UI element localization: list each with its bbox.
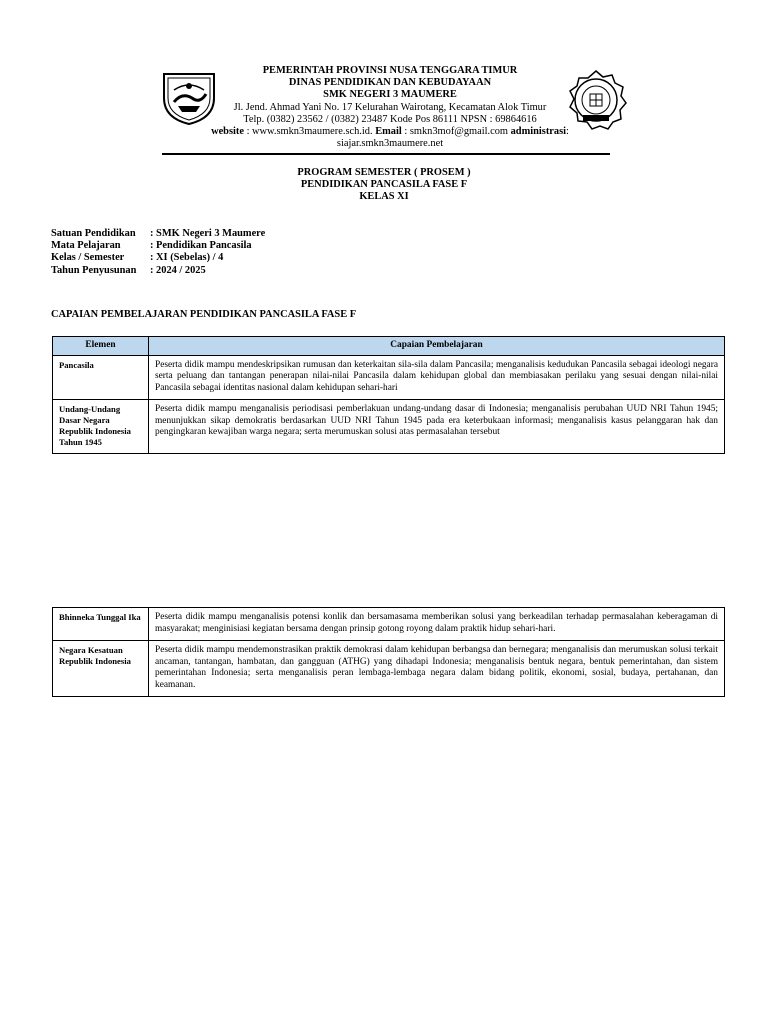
identity-value: : SMK Negeri 3 Maumere bbox=[150, 228, 266, 239]
elemen-cell: Bhinneka Tunggal Ika bbox=[53, 608, 149, 641]
table-row bbox=[53, 641, 725, 697]
identity-value: : 2024 / 2025 bbox=[150, 264, 206, 276]
letterhead-line-2: DINAS PENDIDIKAN DAN KEBUDAYAAN bbox=[288, 77, 492, 89]
document-title bbox=[200, 167, 568, 204]
identity-value: : XI (Sebelas) / 4 bbox=[150, 252, 224, 264]
identity-row bbox=[51, 240, 265, 252]
identity-value: : Pendidikan Pancasila bbox=[150, 240, 252, 252]
identity-row bbox=[51, 228, 265, 240]
identity-row bbox=[51, 252, 265, 264]
email-value: : smkn3mof@gmail.com bbox=[401, 126, 511, 138]
letterhead-divider bbox=[162, 153, 610, 155]
letterhead bbox=[190, 65, 590, 150]
identity-label: Satuan Pendidikan bbox=[51, 228, 136, 239]
identity-label: Mata Pelajaran bbox=[51, 240, 121, 252]
letterhead-line-3: SMK NEGERI 3 MAUMERE bbox=[323, 89, 457, 101]
letterhead-contact bbox=[190, 126, 590, 138]
title-line-1: PROGRAM SEMESTER ( PROSEM ) bbox=[297, 167, 471, 178]
capaian-cell: Peserta didik mampu menganalisis periodisasi pemberlakuan undang-undang dasar di Indonesia; menganalisis perubahan UUD NRI Tahun 1945; menunjukkan sikap demokratis berdasarkan UUD NRI Tahun 1945 pada era keterbukaan informasi; menganalisis kasus pelanggaran hak dan pengingkaran kewajiban warga negara; serta merumuskan solusi atas permasalahan tersebut bbox=[149, 400, 725, 454]
table-row bbox=[53, 608, 725, 641]
email-label: Email bbox=[375, 126, 402, 138]
admin-label: administrasi bbox=[510, 126, 567, 138]
section-title: CAPAIAN PEMBELAJARAN PENDIDIKAN PANCASILA FASE F bbox=[51, 309, 357, 320]
capaian-cell: Peserta didik mampu mendeskripsikan rumusan dan keterkaitan sila-sila dalam Pancasila; menganalisis kedudukan Pancasila sebagai ideologi negara serta peluang dan tantangan penerapan nilai-nilai Pancasila dalam kehidupan global dan membiasakan perilaku yang sesuai dengan nilai-nilai Pancasila sebagai identitas nasional dalam kehidupan sehari-hari bbox=[149, 355, 725, 400]
elemen-cell: Pancasila bbox=[53, 355, 149, 400]
admin-value: siajar.smkn3maumere.net bbox=[336, 138, 444, 150]
identity-row bbox=[51, 265, 265, 277]
capaian-cell: Peserta didik mampu menganalisis potensi konlik dan bersamasama memberikan solusi yang berkeadilan terhadap permasalahan keberagaman di masyarakat; menginisiasi kegiatan bersama dengan prinsip gotong royong dalam praktik hidup sehari-hari. bbox=[149, 608, 725, 641]
learning-outcomes-table-continued bbox=[52, 607, 725, 697]
identity-label: Tahun Penyusunan bbox=[51, 264, 137, 276]
elemen-cell: Undang-Undang Dasar Negara Republik Indonesia Tahun 1945 bbox=[53, 400, 149, 454]
header-elemen: Elemen bbox=[53, 337, 149, 356]
header-capaian: Capaian Pembelajaran bbox=[149, 337, 725, 356]
title-line-3: KELAS XI bbox=[359, 191, 409, 203]
identity-label: Kelas / Semester bbox=[51, 252, 125, 264]
table-row bbox=[53, 355, 725, 400]
identity-block bbox=[51, 228, 265, 277]
learning-outcomes-table bbox=[52, 336, 725, 454]
website-value: : www.smkn3maumere.sch.id. bbox=[243, 126, 376, 138]
table-header-row bbox=[53, 337, 725, 356]
table-row bbox=[53, 400, 725, 454]
admin-separator: : bbox=[566, 126, 569, 138]
elemen-cell: Negara Kesatuan Republik Indonesia bbox=[53, 641, 149, 697]
title-line-2: PENDIDIKAN PANCASILA FASE F bbox=[300, 179, 468, 191]
website-label: website bbox=[211, 126, 244, 138]
letterhead-phone: Telp. (0382) 23562 / (0382) 23487 Kode Pos 86111 NPSN : 69864616 bbox=[243, 113, 537, 125]
letterhead-address: Jl. Jend. Ahmad Yani No. 17 Kelurahan Wairotang, Kecamatan Alok Timur bbox=[233, 101, 547, 113]
capaian-cell: Peserta didik mampu mendemonstrasikan praktik demokrasi dalam kehidupan berbangsa dan bernegara; menganalisis dan merumuskan solusi terkait ancaman, tantangan, hambatan, dan gangguan (ATHG) yang dihadapi Indonesia; menganalisis bentuk negara, bentuk pemerintahan, dan sistem pemerintahan Indonesia; serta menganalisis peran lembaga-lembaga negara dalam bidang politik, ekonomi, sosial, budaya, pertahanan, dan keamanan. bbox=[149, 641, 725, 697]
letterhead-line-1: PEMERINTAH PROVINSI NUSA TENGGARA TIMUR bbox=[262, 65, 518, 76]
